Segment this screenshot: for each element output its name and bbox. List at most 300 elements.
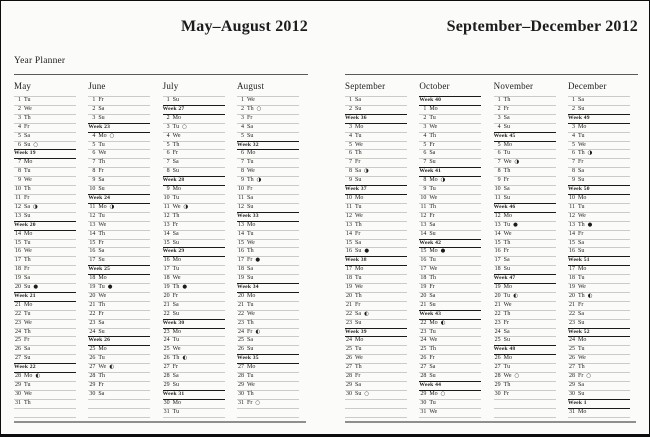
weekday-label: Th [24, 186, 31, 193]
day-row [568, 203, 630, 212]
weekday-label: We [355, 355, 363, 362]
day-row [345, 149, 407, 158]
weekday-label: Th [429, 346, 436, 353]
day-number: 13 [568, 221, 575, 228]
day-number: 6 [18, 141, 21, 148]
weekday-label: Fr [355, 159, 361, 166]
day-row [419, 319, 481, 328]
weekday-label: Tu [98, 141, 105, 148]
weekday-label: Tu [172, 408, 180, 415]
weekday-label: Th [503, 382, 511, 388]
day-row [494, 212, 556, 221]
weekday-label: Sa [24, 346, 30, 353]
header-rule-right [345, 74, 638, 75]
moon-phase-icon: ◑ [514, 159, 520, 166]
weekday-label: Tu [355, 346, 362, 353]
weekday-label: Su [577, 390, 585, 397]
weekday-label: We [24, 248, 32, 255]
weekday-label: Fr [355, 301, 361, 308]
day-number: 15 [237, 239, 244, 246]
day-number: 28 [163, 373, 170, 380]
day-row [568, 141, 630, 150]
weekday-label: Th [172, 141, 180, 148]
day-number: 23 [163, 328, 170, 335]
week-number-row: Week 33 [237, 212, 299, 221]
weekday-label: Su [577, 319, 585, 326]
weekday-label: Fr [503, 177, 509, 184]
day-number: 1 [18, 97, 21, 103]
day-number: 22 [15, 310, 21, 317]
day-number: 17 [420, 266, 427, 273]
day-row [494, 283, 556, 292]
weekday-label: Tu [503, 364, 511, 371]
day-number: 9 [497, 177, 501, 184]
day-number: 8 [18, 168, 21, 175]
moon-phase-icon: ● [182, 284, 188, 291]
weekday-label: We [172, 203, 181, 210]
month-name: August [236, 81, 265, 91]
day-number: 14 [420, 230, 427, 237]
weekday-label: We [429, 337, 438, 344]
month-column-october [419, 80, 481, 418]
month-rows [88, 96, 150, 418]
weekday-label: Mo [246, 150, 256, 157]
week-number-row: Week 52 [568, 328, 630, 337]
day-number: 23 [494, 319, 501, 326]
week-number-row: Week 44 [419, 381, 481, 390]
weekday-label: Su [503, 337, 510, 344]
day-number: 13 [15, 212, 21, 219]
day-number: 3 [497, 114, 501, 121]
day-number: 9 [240, 177, 244, 184]
weekday-label: Th [429, 132, 436, 139]
day-row [568, 283, 630, 292]
weekday-label: Th [577, 292, 585, 299]
weekday-label: Mo [246, 364, 256, 371]
day-number: 14 [237, 230, 244, 237]
weekday-label: We [246, 97, 255, 103]
day-number: 1 [497, 97, 501, 103]
weekday-label: Th [429, 203, 436, 210]
weekday-label: Fr [577, 373, 584, 380]
weekday-label: Th [577, 221, 585, 228]
weekday-label: Sa [429, 150, 436, 157]
weekday-label: Su [98, 186, 105, 193]
weekday-label: We [577, 212, 586, 219]
day-number: 1 [571, 97, 575, 103]
weekday-label: Sa [355, 97, 361, 103]
day-row [14, 328, 76, 337]
day-row [163, 408, 225, 417]
day-row [14, 372, 76, 381]
day-number: 29 [237, 382, 244, 388]
day-number: 23 [89, 319, 96, 326]
day-row [14, 176, 76, 185]
weekday-label: Sa [172, 159, 179, 166]
day-row [88, 96, 150, 105]
weekday-label: Su [503, 123, 510, 130]
day-row [419, 149, 481, 158]
day-number: 8 [166, 168, 170, 175]
day-row [14, 141, 76, 150]
day-row [163, 141, 225, 150]
day-row [163, 123, 225, 132]
day-row [494, 328, 556, 337]
weekday-label: Th [355, 150, 362, 157]
day-row [88, 149, 150, 158]
weekday-label: Mo [355, 194, 364, 201]
day-row [237, 123, 299, 132]
month-rows [419, 96, 481, 418]
day-row [14, 247, 76, 256]
day-number: 25 [89, 346, 96, 353]
day-row [14, 390, 76, 399]
day-number: 15 [494, 239, 501, 246]
day-number: 24 [163, 337, 170, 344]
week-number-row: Week 42 [419, 239, 481, 248]
day-row [237, 345, 299, 354]
weekday-label: Mo [24, 373, 33, 380]
weekday-label: Su [429, 159, 436, 166]
weekday-label: Mo [355, 266, 364, 273]
day-row [419, 301, 481, 310]
day-number: 27 [163, 364, 170, 371]
day-row [88, 132, 150, 141]
day-row [568, 212, 630, 221]
day-number: 19 [568, 284, 575, 291]
day-row [494, 390, 556, 399]
weekday-label: Th [503, 310, 511, 317]
weekday-label: Th [24, 328, 31, 335]
day-number: 11 [346, 203, 352, 210]
day-row [568, 132, 630, 141]
day-number: 19 [346, 284, 352, 291]
weekday-label: Tu [577, 203, 585, 210]
day-row [494, 105, 556, 114]
day-row [88, 328, 150, 337]
day-row [88, 372, 150, 381]
day-row [237, 105, 299, 114]
day-number: 28 [494, 373, 501, 380]
day-number: 31 [163, 408, 170, 415]
weekday-label: Th [24, 257, 31, 264]
day-number: 18 [494, 266, 501, 273]
weekday-label: Tu [577, 275, 585, 282]
weekday-label: Sa [503, 257, 510, 264]
day-number: 12 [420, 212, 427, 219]
weekday-label: Su [172, 239, 179, 246]
day-row [237, 96, 299, 105]
months-grid-left [14, 80, 299, 418]
weekday-label: Mo [172, 399, 181, 406]
moon-phase-icon: ● [107, 284, 113, 291]
weekday-label: Sa [577, 168, 584, 175]
day-number: 5 [349, 141, 352, 148]
day-row [88, 141, 150, 150]
day-row [163, 230, 225, 239]
weekday-label: Fr [24, 266, 30, 273]
day-number: 26 [237, 346, 244, 353]
weekday-label: Mo [246, 221, 256, 228]
day-row [345, 274, 407, 283]
day-row [88, 114, 150, 123]
day-row [14, 354, 76, 363]
day-row [237, 167, 299, 176]
day-number: 7 [349, 159, 352, 166]
weekday-label: Mo [577, 337, 587, 344]
day-number: 29 [494, 382, 501, 388]
day-row [345, 194, 407, 203]
day-row [568, 310, 630, 319]
day-number: 22 [420, 319, 427, 326]
weekday-label: Su [172, 168, 179, 175]
day-row [419, 185, 481, 194]
day-row [237, 230, 299, 239]
week-number-row: Week 51 [568, 256, 630, 265]
day-number: 30 [163, 399, 170, 406]
day-number: 25 [568, 346, 575, 353]
weekday-label: Fr [98, 382, 104, 388]
day-number: 15 [346, 239, 352, 246]
weekday-label: We [172, 275, 181, 282]
week-number-row: Week 23 [88, 123, 150, 132]
day-number: 12 [89, 212, 96, 219]
day-number: 7 [18, 159, 21, 166]
weekday-label: Tu [503, 292, 511, 299]
weekday-label: Th [246, 319, 254, 326]
empty-row [88, 399, 150, 408]
day-row [345, 283, 407, 292]
day-row [494, 301, 556, 310]
day-number: 6 [423, 150, 427, 157]
day-number: 6 [92, 150, 96, 157]
week-number-row: Week 26 [88, 336, 150, 345]
weekday-label: We [98, 364, 107, 371]
day-number: 1 [92, 97, 96, 103]
moon-phase-icon: ◐ [35, 373, 41, 380]
day-number: 2 [349, 105, 352, 112]
day-row [494, 372, 556, 381]
day-row [88, 390, 150, 399]
weekday-label: Mo [429, 319, 438, 326]
weekday-label: Mo [24, 159, 33, 166]
day-number: 27 [15, 355, 21, 362]
day-row [14, 185, 76, 194]
weekday-label: Th [503, 97, 511, 103]
day-number: 18 [237, 266, 244, 273]
day-number: 15 [163, 239, 170, 246]
day-number: 23 [237, 319, 244, 326]
day-number: 29 [163, 382, 170, 388]
weekday-label: Su [246, 132, 254, 139]
weekday-label: We [503, 301, 512, 308]
day-row [568, 167, 630, 176]
day-number: 9 [571, 177, 575, 184]
day-number: 19 [163, 284, 170, 291]
weekday-label: Th [577, 364, 585, 371]
day-row [14, 132, 76, 141]
weekday-label: Fr [24, 337, 30, 344]
day-number: 7 [571, 159, 575, 166]
weekday-label: Su [355, 105, 362, 112]
day-row [419, 114, 481, 123]
day-row [14, 345, 76, 354]
empty-row [88, 408, 150, 417]
day-number: 8 [423, 177, 427, 184]
weekday-label: Th [246, 248, 254, 255]
day-row [345, 363, 407, 372]
day-number: 17 [346, 266, 352, 273]
day-row [419, 345, 481, 354]
day-row [345, 203, 407, 212]
day-row [419, 274, 481, 283]
weekday-label: Mo [577, 194, 587, 201]
weekday-label: Su [355, 177, 362, 184]
day-row [494, 176, 556, 185]
day-row [494, 123, 556, 132]
weekday-label: Sa [429, 221, 436, 228]
day-row [345, 212, 407, 221]
weekday-label: Fr [503, 248, 509, 255]
day-row [568, 292, 630, 301]
weekday-label: Su [24, 355, 31, 362]
week-number-row: Week 48 [494, 345, 556, 354]
day-row [419, 176, 481, 185]
weekday-label: Fr [24, 194, 30, 201]
day-number: 4 [240, 123, 244, 130]
day-row [419, 194, 481, 203]
month-name: November [493, 81, 534, 91]
weekday-label: Sa [98, 105, 105, 112]
weekday-label: Su [98, 328, 105, 335]
day-number: 6 [497, 150, 501, 157]
day-row [237, 363, 299, 372]
day-row [494, 96, 556, 105]
day-row [88, 239, 150, 248]
week-number-row: Week 22 [14, 363, 76, 372]
day-number: 27 [420, 364, 427, 371]
day-row [494, 319, 556, 328]
day-number: 16 [237, 248, 244, 255]
weekday-label: Tu [24, 382, 31, 388]
weekday-label: Mo [24, 301, 33, 308]
weekday-label: Su [246, 203, 254, 210]
day-number: 6 [240, 150, 244, 157]
day-number: 2 [423, 114, 427, 121]
day-number: 4 [497, 123, 501, 130]
day-number: 26 [346, 355, 352, 362]
day-row [419, 203, 481, 212]
day-row [419, 105, 481, 114]
page-title-right: September–December 2012 [446, 18, 638, 35]
day-row [88, 212, 150, 221]
day-number: 21 [163, 301, 170, 308]
weekday-label: Mo [98, 346, 107, 353]
day-number: 2 [497, 105, 501, 112]
weekday-label: We [246, 310, 255, 317]
day-row [163, 132, 225, 141]
day-number: 22 [346, 310, 352, 317]
moon-phase-icon: ○ [256, 105, 262, 112]
day-number: 17 [89, 257, 96, 264]
day-number: 13 [420, 221, 427, 228]
day-row [14, 123, 76, 132]
day-row [14, 399, 76, 408]
day-row [163, 114, 225, 123]
weekday-label: We [577, 284, 586, 291]
day-row [568, 239, 630, 248]
day-row [568, 363, 630, 372]
month-column-july [163, 80, 225, 418]
moon-phase-icon: ● [33, 284, 39, 291]
weekday-label: Mo [172, 328, 181, 335]
day-row [345, 167, 407, 176]
weekday-label: Fr [172, 364, 178, 371]
week-number-row: Week 20 [14, 221, 76, 230]
weekday-label: We [172, 132, 181, 139]
day-row [345, 141, 407, 150]
day-number: 13 [494, 221, 501, 228]
day-number: 24 [494, 328, 501, 335]
day-row [237, 176, 299, 185]
day-row [88, 274, 150, 283]
day-number: 14 [346, 230, 352, 237]
weekday-label: We [355, 284, 363, 291]
day-row [419, 390, 481, 399]
weekday-label: Sa [24, 203, 30, 210]
weekday-label: We [577, 141, 586, 148]
weekday-label: Fr [98, 310, 104, 317]
day-number: 21 [494, 301, 501, 308]
day-number: 20 [163, 292, 170, 299]
weekday-label: Fr [246, 328, 253, 335]
day-row [14, 256, 76, 265]
day-number: 24 [237, 328, 244, 335]
day-row [494, 149, 556, 158]
weekday-label: We [246, 168, 255, 175]
day-row [568, 194, 630, 203]
day-number: 9 [18, 177, 21, 184]
day-number: 7 [92, 159, 96, 166]
day-row [14, 194, 76, 203]
month-rows [237, 96, 299, 418]
day-row [88, 221, 150, 230]
weekday-label: Fr [98, 239, 104, 246]
day-number: 20 [420, 292, 427, 299]
week-number-row: Week 32 [237, 141, 299, 150]
weekday-label: Fr [98, 97, 104, 103]
day-number: 16 [163, 257, 170, 264]
weekday-label: Tu [172, 123, 180, 130]
day-number: 10 [420, 194, 427, 201]
day-row [568, 274, 630, 283]
day-row [568, 96, 630, 105]
day-number: 26 [89, 355, 96, 362]
day-number: 5 [497, 141, 501, 148]
day-number: 1 [166, 97, 170, 103]
day-row [237, 158, 299, 167]
day-row [494, 221, 556, 230]
day-number: 16 [15, 248, 21, 255]
weekday-label: Th [98, 159, 105, 166]
footer-rule-right [345, 421, 636, 423]
day-number: 20 [237, 292, 244, 299]
day-number: 25 [237, 337, 244, 344]
weekday-label: We [98, 292, 107, 299]
weekday-label: Tu [577, 132, 585, 139]
day-row [568, 221, 630, 230]
day-row [14, 167, 76, 176]
